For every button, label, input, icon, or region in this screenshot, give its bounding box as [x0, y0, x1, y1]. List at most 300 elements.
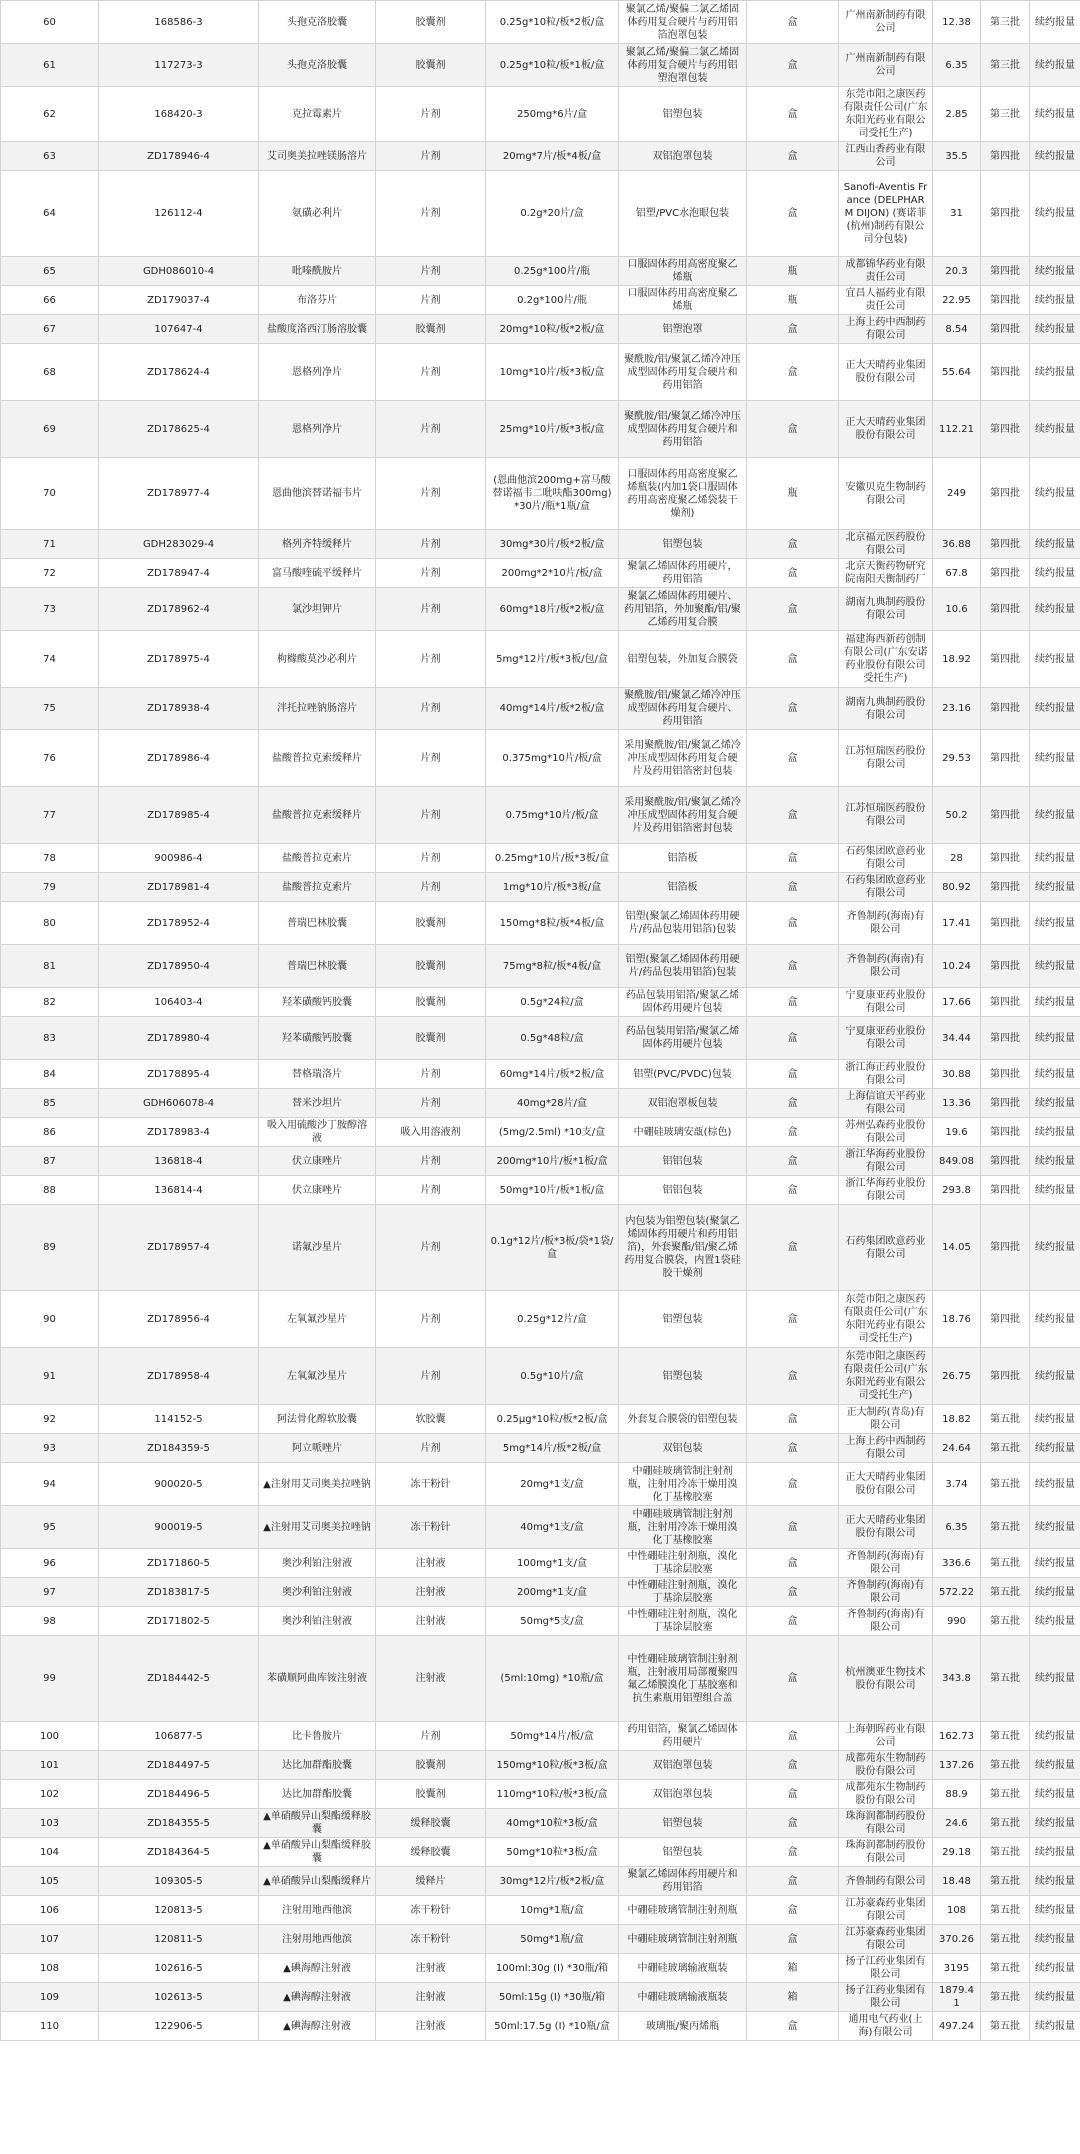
cell-price: 29.18: [933, 1838, 981, 1867]
cell-unit: 盒: [747, 401, 839, 458]
cell-form: 注射液: [376, 1607, 486, 1636]
cell-remark: 续约报量: [1030, 1867, 1080, 1896]
cell-code: ZD178895-4: [99, 1060, 259, 1089]
table-row: [1, 1549, 1080, 1578]
table-row: [1, 559, 1080, 588]
cell-name: 枸橼酸莫沙必利片: [259, 631, 376, 688]
cell-remark: 续约报量: [1030, 1017, 1080, 1060]
cell-price: 18.92: [933, 631, 981, 688]
cell-name: 恩曲他滨替诺福韦片: [259, 458, 376, 530]
table-row: [1, 401, 1080, 458]
cell-code: 126112-4: [99, 171, 259, 257]
cell-spec: 10mg*1瓶/盒: [486, 1896, 619, 1925]
cell-company: 广州南新制药有限公司: [839, 1, 933, 44]
cell-name: 头孢克洛胶囊: [259, 1, 376, 44]
cell-unit: 盒: [747, 1578, 839, 1607]
cell-price: 370.26: [933, 1925, 981, 1954]
cell-pack: 口服固体药用高密度聚乙烯瓶装(内加1袋口服固体药用高密度聚乙烯袋装干燥剂): [619, 458, 747, 530]
cell-spec: 0.2g*100片/瓶: [486, 286, 619, 315]
table-row: [1, 844, 1080, 873]
cell-pack: 中硼硅玻璃管制注射剂瓶，注射用冷冻干燥用溴化丁基橡胶塞: [619, 1463, 747, 1506]
table-row: [1, 631, 1080, 688]
cell-price: 8.54: [933, 315, 981, 344]
cell-form: 片剂: [376, 1291, 486, 1348]
cell-name: 诺氟沙星片: [259, 1205, 376, 1291]
cell-price: 55.64: [933, 344, 981, 401]
cell-no: 95: [1, 1506, 99, 1549]
cell-unit: 盒: [747, 1896, 839, 1925]
cell-form: 注射液: [376, 1636, 486, 1722]
cell-spec: 50mg*10片/板*1板/盒: [486, 1176, 619, 1205]
cell-company: 宁夏康亚药业股份有限公司: [839, 1017, 933, 1060]
cell-unit: 盒: [747, 631, 839, 688]
cell-unit: 盒: [747, 1867, 839, 1896]
table-row: [1, 1896, 1080, 1925]
cell-code: 106403-4: [99, 988, 259, 1017]
cell-price: 13.36: [933, 1089, 981, 1118]
cell-no: 70: [1, 458, 99, 530]
cell-name: 普瑞巴林胶囊: [259, 902, 376, 945]
cell-form: 胶囊剂: [376, 1780, 486, 1809]
cell-spec: 50mg*5支/盒: [486, 1607, 619, 1636]
table-row: [1, 44, 1080, 87]
cell-pack: 双铝泡罩板包装: [619, 1089, 747, 1118]
cell-code: 122906-5: [99, 2012, 259, 2041]
cell-no: 76: [1, 730, 99, 787]
cell-pack: 口服固体药用高密度聚乙烯瓶: [619, 257, 747, 286]
cell-name: 左氧氟沙星片: [259, 1291, 376, 1348]
cell-no: 63: [1, 142, 99, 171]
table-row: [1, 873, 1080, 902]
cell-no: 60: [1, 1, 99, 44]
cell-unit: 盒: [747, 787, 839, 844]
cell-price: 10.6: [933, 588, 981, 631]
cell-form: 胶囊剂: [376, 1751, 486, 1780]
cell-no: 101: [1, 1751, 99, 1780]
cell-company: 北京天衡药物研究院南阳天衡制药厂: [839, 559, 933, 588]
cell-remark: 续约报量: [1030, 87, 1080, 142]
cell-no: 74: [1, 631, 99, 688]
cell-name: 盐酸度洛西汀肠溶胶囊: [259, 315, 376, 344]
cell-pack: 聚酰胺/铝/聚氯乙烯冷冲压成型固体药用复合硬片、药用铝箔: [619, 688, 747, 730]
cell-remark: 续约报量: [1030, 315, 1080, 344]
cell-no: 104: [1, 1838, 99, 1867]
cell-code: 114152-5: [99, 1405, 259, 1434]
cell-remark: 续约报量: [1030, 631, 1080, 688]
cell-unit: 盒: [747, 1118, 839, 1147]
cell-unit: 盒: [747, 1405, 839, 1434]
cell-remark: 续约报量: [1030, 1896, 1080, 1925]
cell-name: 伏立康唑片: [259, 1147, 376, 1176]
cell-company: 上海上药中西制药有限公司: [839, 315, 933, 344]
cell-spec: 60mg*14片/板*2板/盒: [486, 1060, 619, 1089]
cell-name: ▲单硝酸异山梨酯缓释胶囊: [259, 1838, 376, 1867]
cell-code: GDH086010-4: [99, 257, 259, 286]
cell-batch: 第五批: [981, 1722, 1030, 1751]
cell-remark: 续约报量: [1030, 286, 1080, 315]
cell-code: 102613-5: [99, 1983, 259, 2012]
cell-company: 江苏恒瑞医药股份有限公司: [839, 787, 933, 844]
cell-batch: 第五批: [981, 1578, 1030, 1607]
cell-price: 14.05: [933, 1205, 981, 1291]
cell-pack: 内包装为铝塑包装(聚氯乙烯固体药用硬片和药用铝箔)，外套聚酯/铝/聚乙烯药用复合膜袋，内置1袋硅胶干燥剂: [619, 1205, 747, 1291]
cell-company: 扬子江药业集团有限公司: [839, 1954, 933, 1983]
cell-code: 106877-5: [99, 1722, 259, 1751]
cell-price: 26.75: [933, 1348, 981, 1405]
cell-pack: 聚氯乙烯固体药用硬片、药用铝箔，外加聚酯/铝/聚乙烯药用复合膜: [619, 588, 747, 631]
cell-company: 上海上药中西制药有限公司: [839, 1434, 933, 1463]
cell-form: 冻干粉针: [376, 1925, 486, 1954]
cell-remark: 续约报量: [1030, 844, 1080, 873]
cell-price: 50.2: [933, 787, 981, 844]
cell-batch: 第四批: [981, 1147, 1030, 1176]
cell-company: 正大天晴药业集团股份有限公司: [839, 1463, 933, 1506]
cell-pack: 铝塑包装: [619, 1809, 747, 1838]
cell-price: 10.24: [933, 945, 981, 988]
cell-company: 江苏豪森药业集团有限公司: [839, 1925, 933, 1954]
cell-no: 78: [1, 844, 99, 873]
cell-unit: 盒: [747, 1607, 839, 1636]
cell-code: ZD184359-5: [99, 1434, 259, 1463]
cell-code: ZD184497-5: [99, 1751, 259, 1780]
cell-spec: 100ml:30g (I) *30瓶/箱: [486, 1954, 619, 1983]
cell-pack: 铝塑包装，外加复合膜袋: [619, 631, 747, 688]
cell-form: 胶囊剂: [376, 315, 486, 344]
cell-form: 冻干粉针: [376, 1896, 486, 1925]
cell-no: 85: [1, 1089, 99, 1118]
cell-unit: 瓶: [747, 458, 839, 530]
cell-form: 胶囊剂: [376, 44, 486, 87]
cell-pack: 铝塑(PVC/PVDC)包装: [619, 1060, 747, 1089]
cell-batch: 第四批: [981, 902, 1030, 945]
cell-unit: 盒: [747, 2012, 839, 2041]
cell-no: 65: [1, 257, 99, 286]
cell-code: ZD178975-4: [99, 631, 259, 688]
cell-no: 84: [1, 1060, 99, 1089]
cell-name: 比卡鲁胺片: [259, 1722, 376, 1751]
cell-name: ▲碘海醇注射液: [259, 2012, 376, 2041]
cell-batch: 第五批: [981, 1751, 1030, 1780]
cell-pack: 双铝泡罩包装: [619, 1780, 747, 1809]
cell-price: 20.3: [933, 257, 981, 286]
table-row: [1, 1983, 1080, 2012]
cell-batch: 第四批: [981, 530, 1030, 559]
cell-code: ZD178985-4: [99, 787, 259, 844]
cell-spec: 150mg*8粒/板*4板/盒: [486, 902, 619, 945]
cell-pack: 聚氯乙烯固体药用硬片，药用铝箔: [619, 559, 747, 588]
cell-code: 168420-3: [99, 87, 259, 142]
cell-company: 东莞市阳之康医药有限责任公司(广东东阳光药业有限公司受托生产): [839, 1348, 933, 1405]
cell-remark: 续约报量: [1030, 257, 1080, 286]
cell-code: 168586-3: [99, 1, 259, 44]
cell-unit: 盒: [747, 1549, 839, 1578]
table-row: [1, 588, 1080, 631]
cell-pack: 铝塑包装: [619, 1291, 747, 1348]
cell-name: ▲碘海醇注射液: [259, 1954, 376, 1983]
cell-spec: 0.25mg*10片/板*3板/盒: [486, 844, 619, 873]
cell-no: 86: [1, 1118, 99, 1147]
cell-unit: 盒: [747, 559, 839, 588]
table-row: [1, 171, 1080, 257]
table-row: [1, 945, 1080, 988]
cell-batch: 第四批: [981, 1176, 1030, 1205]
cell-name: 盐酸普拉克索片: [259, 844, 376, 873]
table-row: [1, 286, 1080, 315]
cell-company: 齐鲁制药有限公司: [839, 1867, 933, 1896]
cell-remark: 续约报量: [1030, 1348, 1080, 1405]
cell-name: 盐酸普拉克索片: [259, 873, 376, 902]
cell-batch: 第四批: [981, 945, 1030, 988]
cell-batch: 第五批: [981, 1925, 1030, 1954]
cell-pack: 聚酰胺/铝/聚氯乙烯冷冲压成型固体药用复合硬片和药用铝箔: [619, 344, 747, 401]
cell-company: 东莞市阳之康医药有限责任公司(广东东阳光药业有限公司受托生产): [839, 1291, 933, 1348]
cell-batch: 第四批: [981, 631, 1030, 688]
table-row: [1, 142, 1080, 171]
cell-form: 缓释胶囊: [376, 1838, 486, 1867]
cell-form: 片剂: [376, 458, 486, 530]
cell-name: 富马酸喹硫平缓释片: [259, 559, 376, 588]
cell-unit: 盒: [747, 142, 839, 171]
cell-price: 29.53: [933, 730, 981, 787]
cell-unit: 盒: [747, 1751, 839, 1780]
cell-no: 81: [1, 945, 99, 988]
cell-pack: 中硼硅玻璃输液瓶装: [619, 1954, 747, 1983]
cell-company: 成都苑东生物制药股份有限公司: [839, 1751, 933, 1780]
cell-code: 102616-5: [99, 1954, 259, 1983]
cell-remark: 续约报量: [1030, 1578, 1080, 1607]
cell-price: 343.8: [933, 1636, 981, 1722]
cell-form: 片剂: [376, 873, 486, 902]
cell-remark: 续约报量: [1030, 1205, 1080, 1291]
cell-price: 162.73: [933, 1722, 981, 1751]
cell-no: 97: [1, 1578, 99, 1607]
table-row: [1, 1954, 1080, 1983]
cell-unit: 盒: [747, 1838, 839, 1867]
cell-no: 83: [1, 1017, 99, 1060]
cell-spec: (5mg/2.5ml) *10支/盒: [486, 1118, 619, 1147]
cell-code: ZD178977-4: [99, 458, 259, 530]
cell-form: 片剂: [376, 344, 486, 401]
cell-spec: 0.1g*12片/板*3板/袋*1袋/盒: [486, 1205, 619, 1291]
cell-code: ZD178983-4: [99, 1118, 259, 1147]
cell-form: 片剂: [376, 730, 486, 787]
cell-code: ZD178952-4: [99, 902, 259, 945]
cell-spec: 50mg*1瓶/盒: [486, 1925, 619, 1954]
cell-pack: 中性硼硅注射剂瓶，溴化丁基涂层胶塞: [619, 1578, 747, 1607]
cell-company: 齐鲁制药(海南)有限公司: [839, 945, 933, 988]
cell-spec: 110mg*10粒/板*3板/盒: [486, 1780, 619, 1809]
cell-code: ZD171802-5: [99, 1607, 259, 1636]
cell-batch: 第四批: [981, 458, 1030, 530]
cell-unit: 盒: [747, 1176, 839, 1205]
table-row: [1, 1780, 1080, 1809]
cell-form: 胶囊剂: [376, 902, 486, 945]
cell-code: ZD178986-4: [99, 730, 259, 787]
cell-no: 109: [1, 1983, 99, 2012]
cell-code: 109305-5: [99, 1867, 259, 1896]
cell-form: 软胶囊: [376, 1405, 486, 1434]
cell-unit: 盒: [747, 945, 839, 988]
cell-no: 107: [1, 1925, 99, 1954]
cell-no: 92: [1, 1405, 99, 1434]
cell-name: 达比加群酯胶囊: [259, 1751, 376, 1780]
cell-price: 6.35: [933, 1506, 981, 1549]
cell-no: 99: [1, 1636, 99, 1722]
cell-company: 安徽贝克生物制药有限公司: [839, 458, 933, 530]
cell-unit: 盒: [747, 902, 839, 945]
cell-company: 石药集团欧意药业有限公司: [839, 844, 933, 873]
cell-unit: 盒: [747, 844, 839, 873]
table-row: [1, 2012, 1080, 2041]
cell-remark: 续约报量: [1030, 1506, 1080, 1549]
cell-form: 片剂: [376, 1176, 486, 1205]
cell-code: GDH283029-4: [99, 530, 259, 559]
cell-company: 齐鲁制药(海南)有限公司: [839, 902, 933, 945]
cell-name: 氯沙坦钾片: [259, 588, 376, 631]
cell-remark: 续约报量: [1030, 1925, 1080, 1954]
cell-code: ZD178625-4: [99, 401, 259, 458]
cell-form: 胶囊剂: [376, 1017, 486, 1060]
cell-form: 片剂: [376, 401, 486, 458]
cell-spec: 0.5g*24粒/盒: [486, 988, 619, 1017]
cell-remark: 续约报量: [1030, 1954, 1080, 1983]
cell-batch: 第四批: [981, 1060, 1030, 1089]
cell-spec: (恩曲他滨200mg+富马酸替诺福韦二吡呋酯300mg) *30片/瓶*1瓶/盒: [486, 458, 619, 530]
cell-batch: 第四批: [981, 1017, 1030, 1060]
cell-code: ZD178938-4: [99, 688, 259, 730]
cell-form: 片剂: [376, 1089, 486, 1118]
cell-batch: 第四批: [981, 1118, 1030, 1147]
cell-batch: 第五批: [981, 2012, 1030, 2041]
cell-price: 293.8: [933, 1176, 981, 1205]
cell-unit: 瓶: [747, 286, 839, 315]
cell-batch: 第四批: [981, 588, 1030, 631]
cell-spec: 0.375mg*10片/板/盒: [486, 730, 619, 787]
cell-code: ZD178981-4: [99, 873, 259, 902]
cell-batch: 第四批: [981, 1291, 1030, 1348]
cell-remark: 续约报量: [1030, 1751, 1080, 1780]
cell-no: 62: [1, 87, 99, 142]
cell-pack: 采用聚酰胺/铝/聚氯乙烯冷冲压成型固体药用复合硬片及药用铝箔密封包装: [619, 787, 747, 844]
cell-batch: 第五批: [981, 1506, 1030, 1549]
cell-name: 阿立哌唑片: [259, 1434, 376, 1463]
cell-price: 6.35: [933, 44, 981, 87]
cell-price: 22.95: [933, 286, 981, 315]
cell-code: 136814-4: [99, 1176, 259, 1205]
cell-price: 18.48: [933, 1867, 981, 1896]
cell-no: 69: [1, 401, 99, 458]
cell-spec: 100mg*1支/盒: [486, 1549, 619, 1578]
cell-pack: 铝塑包装: [619, 1838, 747, 1867]
table-row: [1, 1205, 1080, 1291]
cell-unit: 盒: [747, 1348, 839, 1405]
cell-form: 片剂: [376, 171, 486, 257]
cell-price: 12.38: [933, 1, 981, 44]
cell-no: 77: [1, 787, 99, 844]
cell-pack: 中硼硅玻璃安瓿(棕色): [619, 1118, 747, 1147]
cell-code: ZD178958-4: [99, 1348, 259, 1405]
cell-unit: 盒: [747, 1434, 839, 1463]
cell-company: 宜昌人福药业有限责任公司: [839, 286, 933, 315]
cell-no: 73: [1, 588, 99, 631]
cell-batch: 第五批: [981, 1838, 1030, 1867]
table-row: [1, 530, 1080, 559]
cell-pack: 铝箔板: [619, 873, 747, 902]
cell-spec: 60mg*18片/板*2板/盒: [486, 588, 619, 631]
cell-batch: 第四批: [981, 844, 1030, 873]
cell-company: 正大天晴药业集团股份有限公司: [839, 1506, 933, 1549]
cell-no: 64: [1, 171, 99, 257]
cell-price: 34.44: [933, 1017, 981, 1060]
cell-no: 108: [1, 1954, 99, 1983]
cell-unit: 箱: [747, 1954, 839, 1983]
table-row: [1, 787, 1080, 844]
table-row: [1, 1118, 1080, 1147]
cell-name: 头孢克洛胶囊: [259, 44, 376, 87]
cell-spec: 0.5g*48粒/盒: [486, 1017, 619, 1060]
cell-remark: 续约报量: [1030, 1, 1080, 44]
cell-company: 石药集团欧意药业有限公司: [839, 873, 933, 902]
cell-pack: 聚氯乙烯/聚偏二氯乙烯固体药用复合硬片与药用铝箔泡罩包装: [619, 1, 747, 44]
cell-price: 3195: [933, 1954, 981, 1983]
table-row: [1, 1506, 1080, 1549]
cell-remark: 续约报量: [1030, 530, 1080, 559]
cell-pack: 药用铝箔，聚氯乙烯固体药用硬片: [619, 1722, 747, 1751]
cell-unit: 盒: [747, 530, 839, 559]
cell-form: 片剂: [376, 1348, 486, 1405]
cell-spec: 0.5g*10片/盒: [486, 1348, 619, 1405]
cell-spec: 40mg*1支/盒: [486, 1506, 619, 1549]
cell-price: 990: [933, 1607, 981, 1636]
cell-no: 98: [1, 1607, 99, 1636]
cell-remark: 续约报量: [1030, 559, 1080, 588]
cell-batch: 第四批: [981, 559, 1030, 588]
cell-unit: 盒: [747, 171, 839, 257]
cell-unit: 盒: [747, 1722, 839, 1751]
table-row: [1, 1838, 1080, 1867]
cell-remark: 续约报量: [1030, 1118, 1080, 1147]
table-row: [1, 1867, 1080, 1896]
cell-unit: 盒: [747, 988, 839, 1017]
table-row: [1, 1017, 1080, 1060]
cell-remark: 续约报量: [1030, 988, 1080, 1017]
cell-remark: 续约报量: [1030, 1089, 1080, 1118]
cell-pack: 药品包装用铝箔/聚氯乙烯固体药用硬片包装: [619, 1017, 747, 1060]
cell-company: 湖南九典制药股份有限公司: [839, 588, 933, 631]
cell-form: 缓释片: [376, 1867, 486, 1896]
cell-name: 羟苯磺酸钙胶囊: [259, 1017, 376, 1060]
cell-pack: 聚酰胺/铝/聚氯乙烯冷冲压成型固体药用复合硬片和药用铝箔: [619, 401, 747, 458]
cell-name: 普瑞巴林胶囊: [259, 945, 376, 988]
cell-no: 61: [1, 44, 99, 87]
cell-no: 90: [1, 1291, 99, 1348]
cell-code: ZD184442-5: [99, 1636, 259, 1722]
cell-remark: 续约报量: [1030, 1809, 1080, 1838]
cell-name: 布洛芬片: [259, 286, 376, 315]
cell-no: 94: [1, 1463, 99, 1506]
cell-name: 吡嗪酰胺片: [259, 257, 376, 286]
cell-name: ▲单硝酸异山梨酯缓释胶囊: [259, 1809, 376, 1838]
table-row: [1, 1147, 1080, 1176]
cell-batch: 第五批: [981, 1434, 1030, 1463]
cell-spec: 0.25g*100片/瓶: [486, 257, 619, 286]
cell-form: 片剂: [376, 1434, 486, 1463]
cell-pack: 中硼硅玻璃输液瓶装: [619, 1983, 747, 2012]
cell-price: 108: [933, 1896, 981, 1925]
cell-company: 成都苑东生物制药股份有限公司: [839, 1780, 933, 1809]
cell-batch: 第四批: [981, 286, 1030, 315]
cell-form: 片剂: [376, 688, 486, 730]
